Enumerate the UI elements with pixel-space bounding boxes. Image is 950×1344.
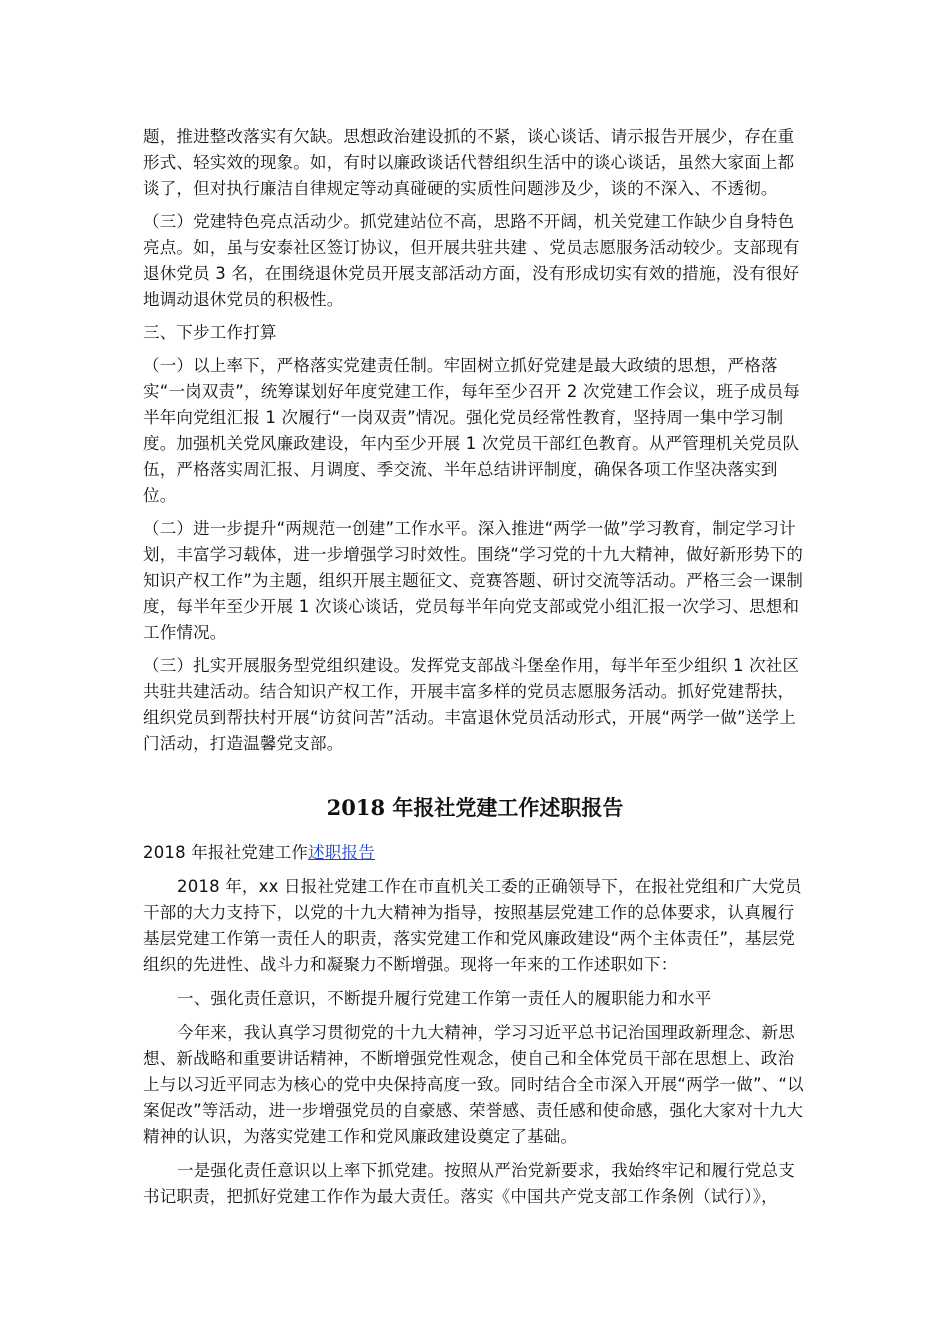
article-body — [143, 840, 807, 1210]
report-link[interactable]: 述职报告 — [308, 843, 375, 862]
paragraph-continued: 题，推进整改落实有欠缺。思想政治建设抓的不紧，谈心谈话、请示报告开展少，存在重形式、轻实效的现象。如，有时以廉政谈话代替组织生活中的谈心谈话，虽然大家面上都谈了，但对执行廉洁自律规定等动真碰硬的实质性问题涉及少，谈的不深入、不透彻。 — [143, 127, 795, 198]
paragraph-plan-three: （三）扎实开展服务型党组织建设。发挥党支部战斗堡垒作用，每半年至少组织 1 次社区共驻共建活动。结合知识产权工作，开展丰富多样的党员志愿服务活动。抓好党建帮扶，组织党员到帮扶村开展“访贫问苦”活动。丰富退休党员活动形式，开展“两学一做”送学上门活动，打造温馨党支部。 — [143, 656, 800, 753]
paragraph-plan-two: （二）进一步提升“两规范一创建”工作水平。深入推进“两学一做”学习教育，制定学习计划，丰富学习载体，进一步增强学习时效性。围绕“学习党的十九大精神，做好新形势下的知识产权工作”为主题，组织开展主题征文、竞赛答题、研讨交流等活动。严格三会一课制度，每半年至少开展 1 次谈心谈话，党员每半年向党支部或党小组汇报一次学习、思想和工作情况。 — [143, 519, 804, 642]
article-heading-one: 一、强化责任意识，不断提升履行党建工作第一责任人的履职能力和水平 — [177, 989, 712, 1008]
paragraph-plan-one: （一）以上率下，严格落实党建责任制。牢固树立抓好党建是最大政绩的思想，严格落实“一岗双责”，统筹谋划好年度党建工作，每年至少召开 2 次党建工作会议，班子成员每半年向党组汇报 1 次履行“一岗双责”情况。强化党员经常性教育，坚持周一集中学习制度。加强机关党风廉政建设，年内至少开展 1 次党员干部红色教育。从严管理机关党员队伍，严格落实周汇报、月调度、季交流、半年总结讲评制度，确保各项工作坚决落实到位。 — [143, 356, 800, 505]
top-section — [143, 124, 807, 757]
article-paragraph-intro: 2018 年，xx 日报社党建工作在市直机关工委的正确领导下，在报社党组和广大党员干部的大力支持下，以党的十九大精神为指导，按照基层党建工作的总体要求，认真履行基层党建工作第一责任人的职责，落实党建工作和党风廉政建设“两个主体责任”，基层党组织的先进性、战斗力和凝聚力不断增强。现将一年来的工作述职如下： — [143, 877, 802, 974]
article-subtitle — [143, 840, 807, 866]
article-paragraph-study: 今年来，我认真学习贯彻党的十九大精神，学习习近平总书记治国理政新理念、新思想、新战略和重要讲话精神，不断增强党性观念，使自己和全体党员干部在思想上、政治上与以习近平同志为核心的党中央保持高度一致。同时结合全市深入开展“两学一做”、“以案促改”等活动，进一步增强党员的自豪感、荣誉感、责任感和使命感，强化大家对十九大精神的认识，为落实党建工作和党风廉政建设奠定了基础。 — [143, 1023, 804, 1146]
article-title: 2018 年报社党建工作述职报告 — [326, 795, 624, 820]
section-heading: 三、下步工作打算 — [143, 323, 277, 342]
article-paragraph-responsibility: 一是强化责任意识以上率下抓党建。按照从严治党新要求，我始终牢记和履行党总支书记职责，把抓好党建工作作为最大责任。落实《中国共产党支部工作条例（试行）》， — [143, 1161, 795, 1206]
paragraph-item-three: （三）党建特色亮点活动少。抓党建站位不高，思路不开阔，机关党建工作缺少自身特色亮点。如，虽与安泰社区签订协议，但开展共驻共建 、党员志愿服务活动较少。支部现有退休党员 3 名，在围绕退休党员开展支部活动方面，没有形成切实有效的措施，没有很好地调动退休党员的积极性。 — [143, 212, 800, 309]
subtitle-text: 2018 年报社党建工作 — [143, 843, 309, 862]
